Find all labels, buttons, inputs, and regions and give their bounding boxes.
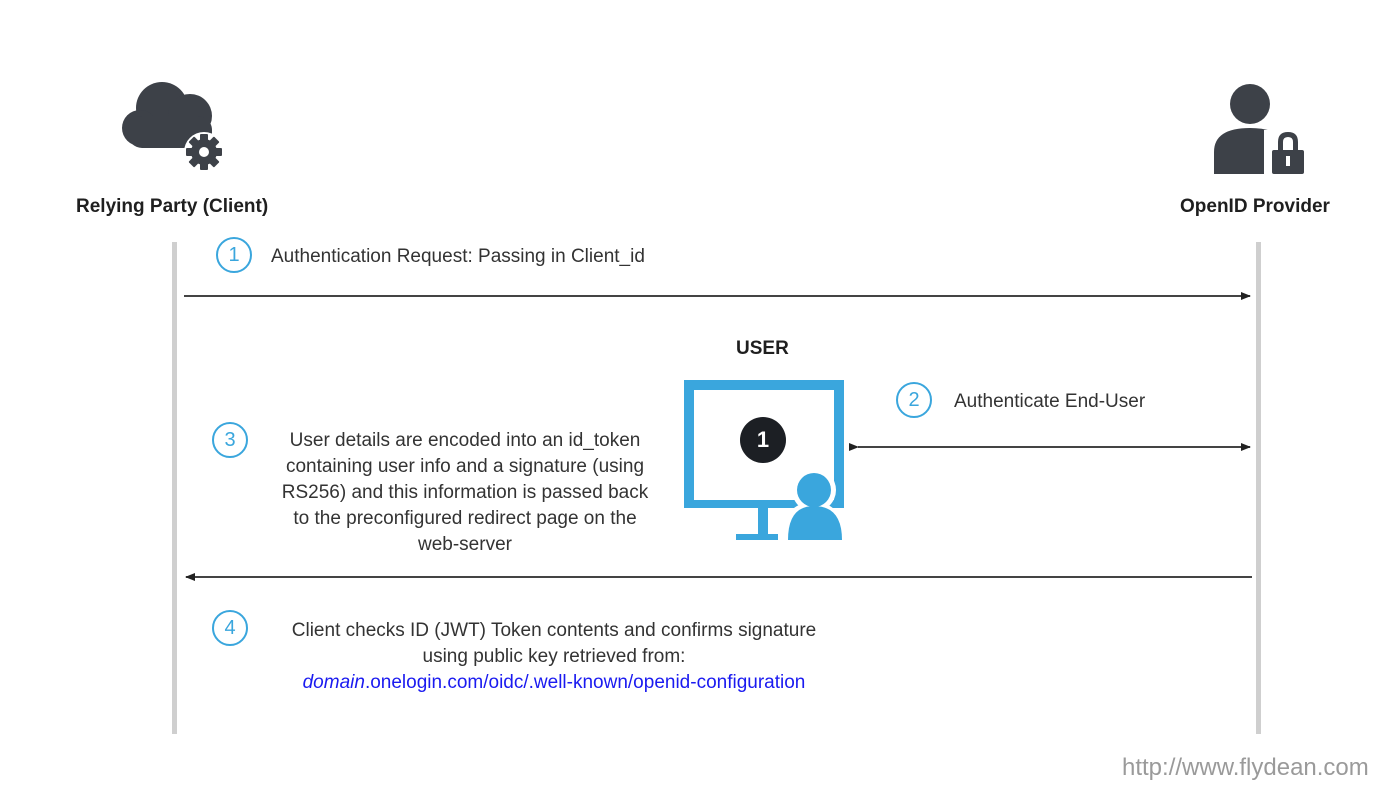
watermark: http://www.flydean.com [1122, 754, 1369, 781]
step-4-line: Client checks ID (JWT) Token contents and confirms signature [291, 620, 817, 641]
step-2-number: 2 [896, 382, 932, 418]
provider-label: OpenID Provider [1180, 196, 1330, 217]
step-3-text [260, 428, 670, 558]
link-domain-placeholder: domain [302, 672, 365, 693]
monitor-user-icon [682, 378, 846, 544]
step-3-line: User details are encoded into an id_token [289, 430, 641, 451]
step-4-number: 4 [212, 610, 248, 646]
user-badge-number: 1 [756, 427, 770, 452]
step-3-line: RS256) and this information is passed back [281, 482, 649, 503]
user-label: USER [736, 338, 789, 359]
step-3-number: 3 [212, 422, 248, 458]
step-1-number: 1 [216, 237, 252, 273]
client-label: Relying Party (Client) [76, 196, 269, 217]
step-3-line: containing user info and a signature (using [285, 456, 645, 477]
link-path: .onelogin.com/oidc/.well-known/openid-configuration [364, 672, 806, 693]
step-2-text: Authenticate End-User [954, 391, 1146, 412]
step-4-line: using public key retrieved from: [422, 646, 686, 667]
step-1-text: Authentication Request: Passing in Client_id [271, 246, 645, 267]
openid-configuration-link[interactable] [254, 670, 854, 696]
step-4-text [254, 618, 854, 696]
step-3-line: to the preconfigured redirect page on the [293, 508, 637, 529]
step-3-line: web-server [418, 534, 512, 555]
